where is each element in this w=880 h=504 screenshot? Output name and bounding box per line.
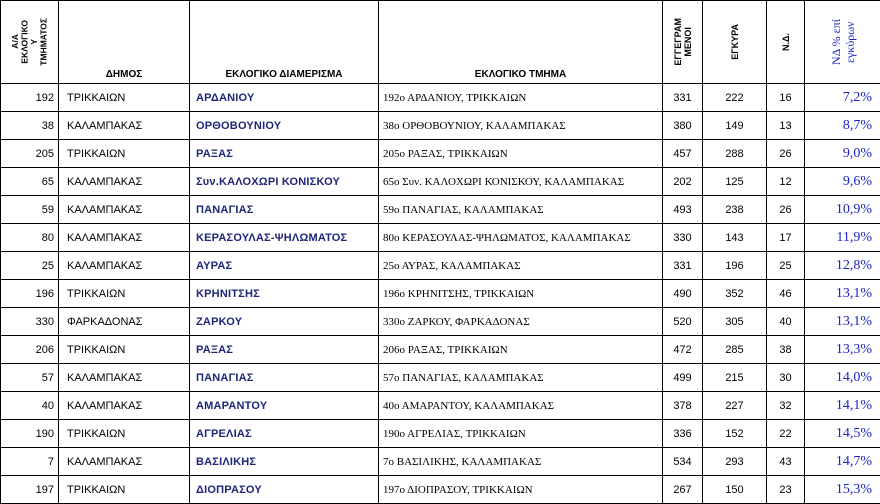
cell-section-number: 7 xyxy=(1,448,59,476)
cell-section-number: 25 xyxy=(1,252,59,280)
cell-nd-votes: 32 xyxy=(767,392,805,420)
cell-municipality: ΤΡΙΚΚΑΙΩΝ xyxy=(59,336,190,364)
cell-municipality: ΚΑΛΑΜΠΑΚΑΣ xyxy=(59,364,190,392)
header-nd-votes xyxy=(767,1,805,84)
header-valid-votes xyxy=(703,1,767,84)
cell-valid-votes: 238 xyxy=(703,196,767,224)
cell-electoral-section: 80ο ΚΕΡΑΣΟΥΛΑΣ-ΨΗΛΩΜΑΤΟΣ, ΚΑΛΑΜΠΑΚΑΣ xyxy=(379,224,663,252)
table-row xyxy=(1,224,880,252)
cell-electoral-district: ΟΡΘΟΒΟΥΝΙΟΥ xyxy=(190,112,379,140)
cell-electoral-district: ΑΡΔΑΝΙΟΥ xyxy=(190,84,379,112)
cell-section-number: 190 xyxy=(1,420,59,448)
cell-electoral-section: 190ο ΑΓΡΕΛΙΑΣ, ΤΡΙΚΚΑΙΩΝ xyxy=(379,420,663,448)
cell-nd-votes: 43 xyxy=(767,448,805,476)
cell-nd-percent: 14,0% xyxy=(805,364,880,392)
cell-municipality: ΚΑΛΑΜΠΑΚΑΣ xyxy=(59,196,190,224)
cell-nd-votes: 25 xyxy=(767,252,805,280)
header-nd-percent xyxy=(805,1,880,84)
cell-section-number: 59 xyxy=(1,196,59,224)
cell-nd-percent: 14,7% xyxy=(805,448,880,476)
cell-municipality: ΚΑΛΑΜΠΑΚΑΣ xyxy=(59,224,190,252)
cell-section-number: 330 xyxy=(1,308,59,336)
cell-municipality: ΤΡΙΚΚΑΙΩΝ xyxy=(59,140,190,168)
cell-registered: 457 xyxy=(663,140,703,168)
cell-nd-percent: 9,0% xyxy=(805,140,880,168)
cell-valid-votes: 352 xyxy=(703,280,767,308)
cell-nd-votes: 26 xyxy=(767,196,805,224)
header-registered-line: ΕΓΓΕΓΡΑΜ xyxy=(673,18,683,66)
cell-electoral-district: ΠΑΝΑΓΙΑΣ xyxy=(190,364,379,392)
header-nd-percent-line: ΝΔ % επί xyxy=(829,19,843,65)
cell-nd-percent: 11,9% xyxy=(805,224,880,252)
cell-electoral-section: 38ο ΟΡΘΟΒΟΥΝΙΟΥ, ΚΑΛΑΜΠΑΚΑΣ xyxy=(379,112,663,140)
header-row xyxy=(1,1,880,84)
cell-electoral-district: Συν.ΚΑΛΟΧΩΡΙ ΚΟΝΙΣΚΟΥ xyxy=(190,168,379,196)
cell-municipality: ΚΑΛΑΜΠΑΚΑΣ xyxy=(59,252,190,280)
table-row xyxy=(1,140,880,168)
cell-electoral-district: ΖΑΡΚΟΥ xyxy=(190,308,379,336)
cell-nd-percent: 13,1% xyxy=(805,280,880,308)
cell-registered: 380 xyxy=(663,112,703,140)
cell-electoral-district: ΑΓΡΕΛΙΑΣ xyxy=(190,420,379,448)
table-row xyxy=(1,336,880,364)
table-row xyxy=(1,196,880,224)
cell-nd-votes: 22 xyxy=(767,420,805,448)
cell-electoral-district: ΑΥΡΑΣ xyxy=(190,252,379,280)
cell-valid-votes: 305 xyxy=(703,308,767,336)
header-section-number xyxy=(1,1,59,84)
table-row xyxy=(1,392,880,420)
cell-electoral-section: 196ο ΚΡΗΝΙΤΣΗΣ, ΤΡΙΚΚΑΙΩΝ xyxy=(379,280,663,308)
cell-nd-percent: 9,6% xyxy=(805,168,880,196)
cell-electoral-section: 57ο ΠΑΝΑΓΙΑΣ, ΚΑΛΑΜΠΑΚΑΣ xyxy=(379,364,663,392)
header-section-number-line: ΤΜΗΜΑΤΟΣ xyxy=(39,18,49,66)
cell-nd-percent: 7,2% xyxy=(805,84,880,112)
cell-valid-votes: 149 xyxy=(703,112,767,140)
table-row xyxy=(1,112,880,140)
cell-section-number: 206 xyxy=(1,336,59,364)
cell-electoral-district: ΡΑΞΑΣ xyxy=(190,140,379,168)
cell-registered: 330 xyxy=(663,224,703,252)
cell-nd-percent: 15,3% xyxy=(805,476,880,504)
cell-nd-percent: 12,8% xyxy=(805,252,880,280)
cell-nd-votes: 23 xyxy=(767,476,805,504)
cell-registered: 534 xyxy=(663,448,703,476)
cell-section-number: 197 xyxy=(1,476,59,504)
header-section-number-line: Υ xyxy=(30,18,40,66)
header-electoral-section: ΕΚΛΟΓΙΚΟ ΤΜΗΜΑ xyxy=(379,1,663,84)
cell-section-number: 57 xyxy=(1,364,59,392)
table-header xyxy=(1,1,880,84)
cell-electoral-section: 59ο ΠΑΝΑΓΙΑΣ, ΚΑΛΑΜΠΑΚΑΣ xyxy=(379,196,663,224)
cell-municipality: ΚΑΛΑΜΠΑΚΑΣ xyxy=(59,392,190,420)
cell-section-number: 196 xyxy=(1,280,59,308)
cell-electoral-district: ΑΜΑΡΑΝΤΟΥ xyxy=(190,392,379,420)
table-row xyxy=(1,168,880,196)
cell-nd-votes: 26 xyxy=(767,140,805,168)
cell-registered: 499 xyxy=(663,364,703,392)
cell-electoral-section: 205ο ΡΑΞΑΣ, ΤΡΙΚΚΑΙΩΝ xyxy=(379,140,663,168)
cell-registered: 493 xyxy=(663,196,703,224)
cell-section-number: 205 xyxy=(1,140,59,168)
cell-electoral-district: ΚΕΡΑΣΟΥΛΑΣ-ΨΗΛΩΜΑΤΟΣ xyxy=(190,224,379,252)
header-electoral-district: ΕΚΛΟΓΙΚΟ ΔΙΑΜΕΡΙΣΜΑ xyxy=(190,1,379,84)
cell-valid-votes: 288 xyxy=(703,140,767,168)
cell-section-number: 38 xyxy=(1,112,59,140)
header-valid-votes-label: ΕΓΚΥΡΑ xyxy=(730,24,740,60)
cell-municipality: ΤΡΙΚΚΑΙΩΝ xyxy=(59,476,190,504)
cell-valid-votes: 285 xyxy=(703,336,767,364)
cell-registered: 331 xyxy=(663,252,703,280)
cell-registered: 336 xyxy=(663,420,703,448)
cell-municipality: ΚΑΛΑΜΠΑΚΑΣ xyxy=(59,112,190,140)
cell-municipality: ΤΡΙΚΚΑΙΩΝ xyxy=(59,420,190,448)
table-row xyxy=(1,308,880,336)
cell-municipality: ΚΑΛΑΜΠΑΚΑΣ xyxy=(59,168,190,196)
cell-nd-percent: 8,7% xyxy=(805,112,880,140)
cell-registered: 267 xyxy=(663,476,703,504)
cell-electoral-section: 330ο ΖΑΡΚΟΥ, ΦΑΡΚΑΔΟΝΑΣ xyxy=(379,308,663,336)
cell-nd-percent: 14,5% xyxy=(805,420,880,448)
cell-nd-votes: 17 xyxy=(767,224,805,252)
cell-valid-votes: 227 xyxy=(703,392,767,420)
cell-nd-percent: 13,1% xyxy=(805,308,880,336)
cell-municipality: ΚΑΛΑΜΠΑΚΑΣ xyxy=(59,448,190,476)
cell-electoral-district: ΒΑΣΙΛΙΚΗΣ xyxy=(190,448,379,476)
cell-electoral-district: ΚΡΗΝΙΤΣΗΣ xyxy=(190,280,379,308)
cell-electoral-district: ΠΑΝΑΓΙΑΣ xyxy=(190,196,379,224)
cell-electoral-district: ΔΙΟΠΡΑΣΟΥ xyxy=(190,476,379,504)
cell-municipality: ΤΡΙΚΚΑΙΩΝ xyxy=(59,280,190,308)
cell-registered: 202 xyxy=(663,168,703,196)
table-row xyxy=(1,476,880,504)
cell-electoral-section: 65ο Συν. ΚΑΛΟΧΩΡΙ ΚΟΝΙΣΚΟΥ, ΚΑΛΑΜΠΑΚΑΣ xyxy=(379,168,663,196)
table-row xyxy=(1,280,880,308)
cell-municipality: ΤΡΙΚΚΑΙΩΝ xyxy=(59,84,190,112)
cell-electoral-section: 7ο ΒΑΣΙΛΙΚΗΣ, ΚΑΛΑΜΠΑΚΑΣ xyxy=(379,448,663,476)
cell-nd-votes: 30 xyxy=(767,364,805,392)
table-body xyxy=(1,84,880,504)
cell-nd-votes: 38 xyxy=(767,336,805,364)
cell-municipality: ΦΑΡΚΑΔΟΝΑΣ xyxy=(59,308,190,336)
cell-electoral-section: 197ο ΔΙΟΠΡΑΣΟΥ, ΤΡΙΚΚΑΙΩΝ xyxy=(379,476,663,504)
cell-registered: 490 xyxy=(663,280,703,308)
cell-nd-percent: 13,3% xyxy=(805,336,880,364)
cell-electoral-section: 25ο ΑΥΡΑΣ, ΚΑΛΑΜΠΑΚΑΣ xyxy=(379,252,663,280)
cell-section-number: 80 xyxy=(1,224,59,252)
cell-valid-votes: 215 xyxy=(703,364,767,392)
table-row xyxy=(1,420,880,448)
cell-electoral-district: ΡΑΞΑΣ xyxy=(190,336,379,364)
header-nd-votes-label: Ν.Δ. xyxy=(781,33,791,51)
header-registered-line: ΜΕΝΟΙ xyxy=(683,18,693,66)
cell-valid-votes: 196 xyxy=(703,252,767,280)
cell-nd-votes: 13 xyxy=(767,112,805,140)
cell-section-number: 65 xyxy=(1,168,59,196)
header-municipality: ΔΗΜΟΣ xyxy=(59,1,190,84)
cell-nd-votes: 46 xyxy=(767,280,805,308)
cell-valid-votes: 293 xyxy=(703,448,767,476)
cell-nd-votes: 12 xyxy=(767,168,805,196)
header-registered xyxy=(663,1,703,84)
cell-nd-percent: 14,1% xyxy=(805,392,880,420)
cell-registered: 331 xyxy=(663,84,703,112)
cell-nd-votes: 16 xyxy=(767,84,805,112)
cell-valid-votes: 152 xyxy=(703,420,767,448)
cell-electoral-section: 40ο ΑΜΑΡΑΝΤΟΥ, ΚΑΛΑΜΠΑΚΑΣ xyxy=(379,392,663,420)
header-nd-percent-line: εγκύρων xyxy=(843,19,857,65)
cell-registered: 520 xyxy=(663,308,703,336)
cell-valid-votes: 150 xyxy=(703,476,767,504)
cell-valid-votes: 125 xyxy=(703,168,767,196)
cell-electoral-section: 192ο ΑΡΔΑΝΙΟΥ, ΤΡΙΚΚΑΙΩΝ xyxy=(379,84,663,112)
header-section-number-line: Α/Α xyxy=(11,18,21,66)
cell-registered: 378 xyxy=(663,392,703,420)
table-row xyxy=(1,252,880,280)
table-row xyxy=(1,84,880,112)
cell-nd-percent: 10,9% xyxy=(805,196,880,224)
cell-nd-votes: 40 xyxy=(767,308,805,336)
cell-section-number: 192 xyxy=(1,84,59,112)
header-section-number-line: ΕΚΛΟΓΙΚΟ xyxy=(20,18,30,66)
cell-valid-votes: 222 xyxy=(703,84,767,112)
cell-electoral-section: 206ο ΡΑΞΑΣ, ΤΡΙΚΚΑΙΩΝ xyxy=(379,336,663,364)
cell-valid-votes: 143 xyxy=(703,224,767,252)
table-row xyxy=(1,364,880,392)
cell-registered: 472 xyxy=(663,336,703,364)
cell-section-number: 40 xyxy=(1,392,59,420)
